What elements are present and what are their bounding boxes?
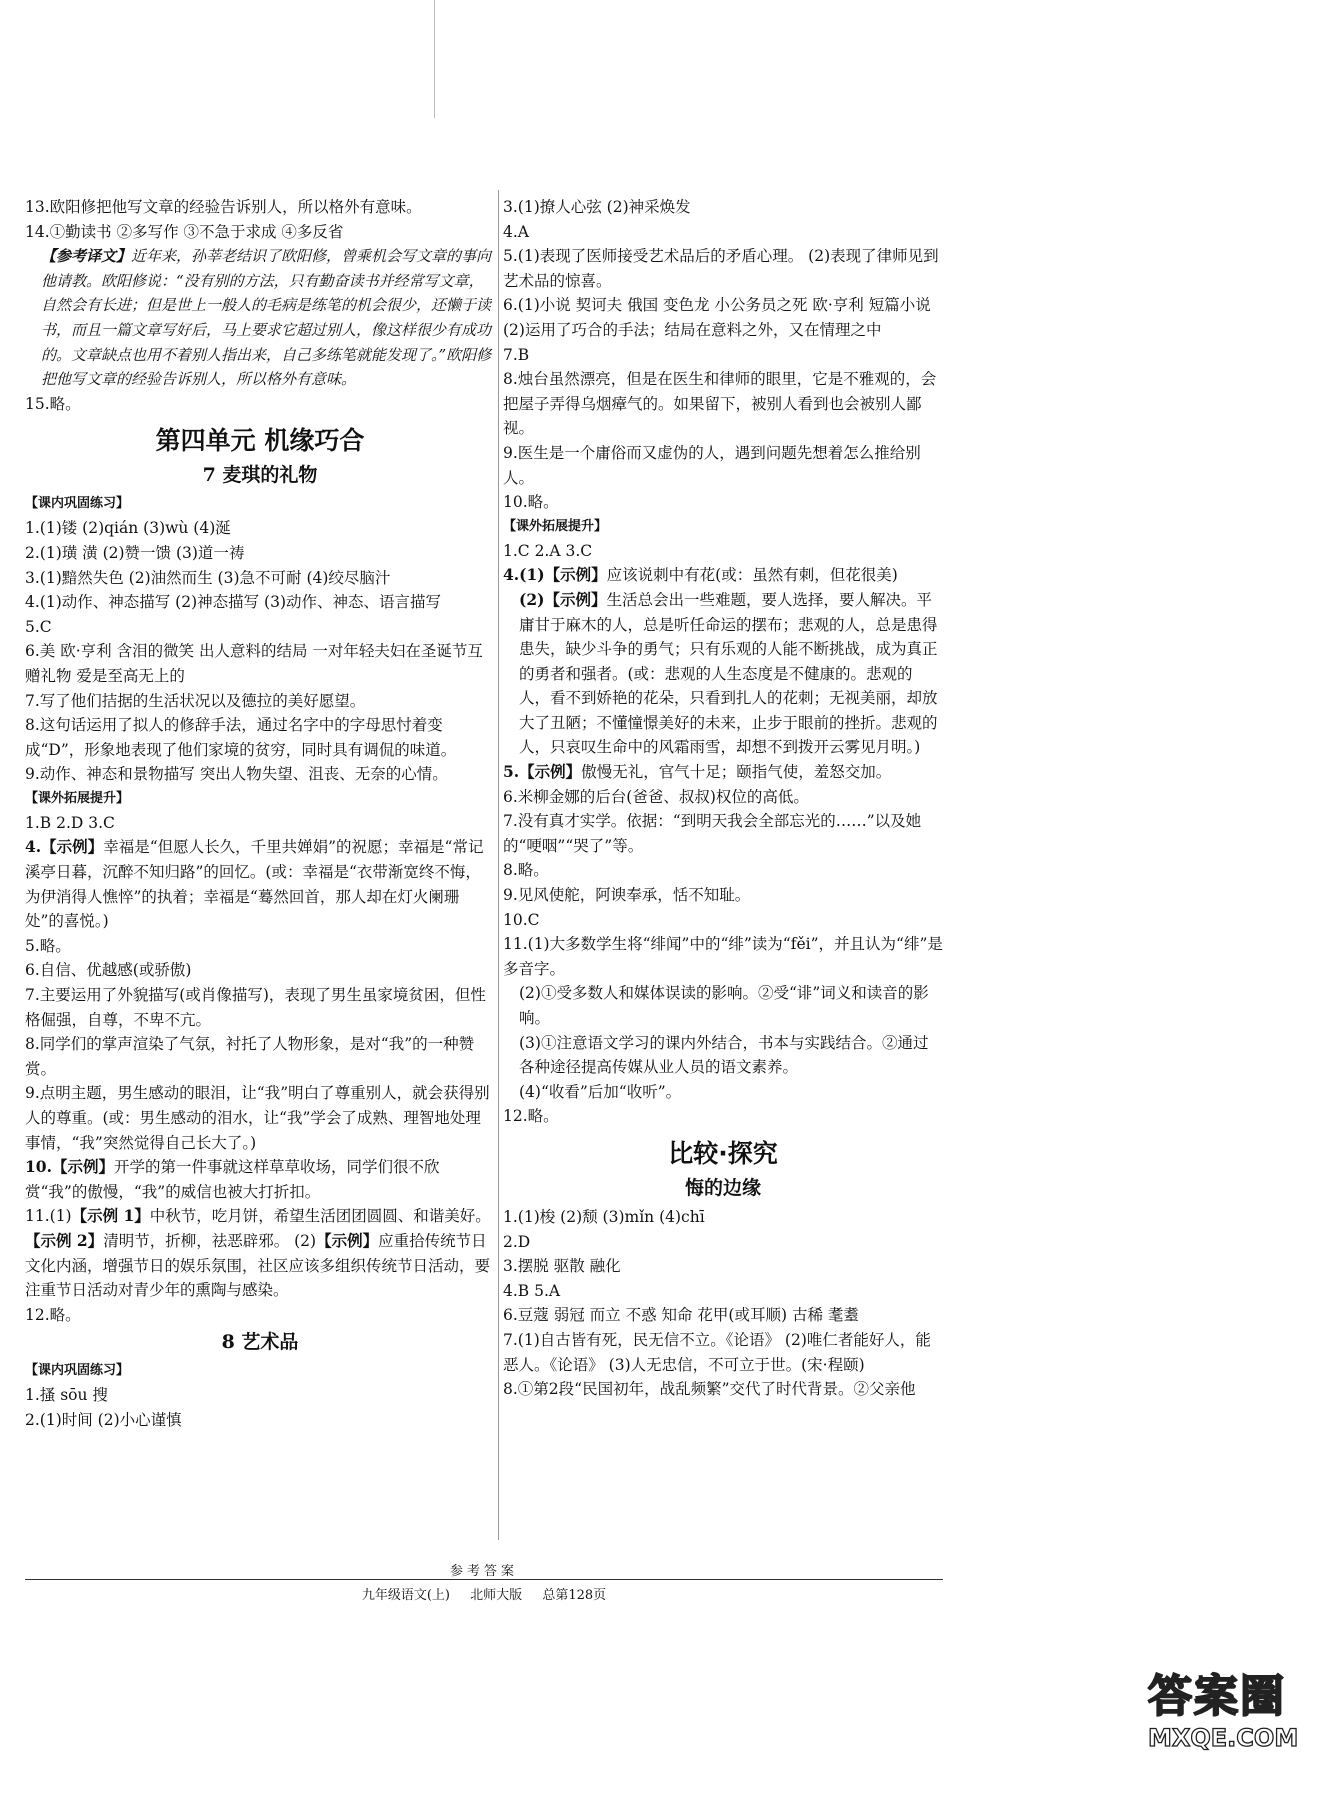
answer-item: 6.美 欧·亨利 含泪的微笑 出人意料的结局 一对年轻夫妇在圣诞节互赠礼物 爱是至高无上的	[25, 642, 483, 685]
answer-item: 1.(1)梭 (2)颓 (3)mǐn (4)chī	[503, 1207, 705, 1226]
watermark-logo: 答案圈	[1148, 1671, 1286, 1722]
answer-item	[25, 835, 495, 933]
answer-item: 5.C	[25, 617, 52, 636]
footer-edition: 北师大版	[470, 1588, 523, 1603]
example-label: 10.【示例】	[25, 1157, 114, 1177]
answer-text: 开学的第一件事就这样草草收场，同学们很不欣赏“我”的傲慢，“我”的威信也被大打折扣。	[25, 1158, 440, 1201]
answer-item: 2.(1)璜 潢 (2)赞一馈 (3)道一祷	[25, 543, 245, 562]
answer-text: 幸福是“但愿人长久，千里共婵娟”的祝愿；幸福是“常记溪亭日暮，沉醉不知归路”的回忆。(或：幸福是“衣带渐宽终不悔，为伊消得人憔悴”的执着；幸福是“蓦然回首，那人却在灯火阑珊处”的喜悦。)	[25, 838, 484, 931]
answer-text: 清明节，折柳，祛恶辟邪。 (2)	[103, 1231, 317, 1250]
answer-item: 1.C 2.A 3.C	[503, 541, 593, 560]
answer-item: 2.D	[503, 1232, 531, 1251]
answer-item: 1.搔 sōu 搜	[25, 1386, 108, 1405]
site-watermark	[1148, 1660, 1313, 1790]
answer-item: 9.见风使舵，阿谀奉承，恬不知耻。	[503, 886, 751, 905]
answer-item: 8.略。	[503, 861, 549, 880]
answer-item: 1.B 2.D 3.C	[25, 813, 115, 832]
example-label: 5.【示例】	[503, 762, 582, 782]
section-title: 比较·探究	[668, 1138, 778, 1168]
page-footer	[25, 1560, 943, 1603]
answer-item: 8.烛台虽然漂亮，但是在医生和律师的眼里，它是不雅观的，会把屋子弄得乌烟瘴气的。如果留下，被别人看到也会被别人鄙视。	[503, 370, 937, 438]
answer-item: 11.(1)大多数学生将“绯闻”中的“绯”读为“fěi”，并且认为“绯”是多音字。	[503, 935, 943, 978]
answer-item: 7.主要运用了外貌描写(或肖像描写)，表现了男生虽家境贫困，但性格倔强，自尊，不卑不亢。	[25, 986, 486, 1029]
answer-item: 2.(1)时间 (2)小心谨慎	[25, 1410, 182, 1429]
answer-item: 6.豆蔻 弱冠 而立 不惑 知命 花甲(或耳顺) 古稀 耄耋	[503, 1306, 859, 1325]
answer-item	[503, 588, 943, 760]
reference-translation	[25, 244, 495, 392]
answer-text: 应重拾传统节日文化内涵，增强节日的娱乐氛围，社区应该多组织传统节日活动，要注重节日活动对青少年的熏陶与感染。	[25, 1231, 491, 1300]
unit-title: 第四单元 机缘巧合	[155, 426, 365, 456]
answer-item: 12.略。	[25, 1305, 81, 1324]
answer-item: 6.(1)小说 契诃夫 俄国 变色龙 小公务员之死 欧·亨利 短篇小说 (2)运用了巧合的手法；结局在意料之外，又在情理之中	[503, 296, 931, 339]
section-heading: 【课外拓展提升】	[25, 790, 130, 806]
answer-item	[25, 1155, 495, 1204]
left-column	[25, 195, 495, 1433]
lesson-title: 悔的边缘	[684, 1176, 761, 1199]
footer-rule	[25, 1579, 943, 1580]
answer-item: 7.没有真才实学。依据：“到明天我会全部忘光的……”以及她的“哽咽”“哭了”等。	[503, 812, 922, 855]
answer-item	[503, 563, 943, 588]
footer-grade: 九年级语文(上)	[361, 1588, 451, 1603]
answer-item: 4.A	[503, 222, 529, 241]
answer-item: 1.(1)镂 (2)qián (3)wù (4)涎	[25, 519, 231, 538]
answer-item: 12.略。	[503, 1107, 559, 1126]
answer-item: 4.(1)动作、神态描写 (2)神态描写 (3)动作、神态、语言描写	[25, 593, 442, 612]
answer-item: 3.(1)黯然失色 (2)油然而生 (3)急不可耐 (4)绞尽脑汁	[25, 568, 391, 587]
answer-subitem: (2)①受多数人和媒体误读的影响。②受“诽”词义和读音的影响。	[519, 984, 929, 1027]
answer-item: 8.同学们的掌声渲染了气氛，衬托了人物形象，是对“我”的一种赞赏。	[25, 1035, 475, 1078]
example-label: 【示例 2】	[25, 1230, 104, 1250]
top-fold-line	[434, 0, 435, 118]
answer-item: 3.(1)撩人心弦 (2)神采焕发	[503, 198, 691, 216]
answer-item: 9.点明主题，男生感动的眼泪，让“我”明白了尊重别人，就会获得别人的尊重。(或：男生感动的泪水，让“我”学会了成熟、理智地处理事情，“我”突然觉得自己长大了。)	[25, 1084, 490, 1152]
answer-subitem: (3)①注意语文学习的课内外结合，书本与实践结合。②通过各种途径提高传媒从业人员的语文素养。	[519, 1033, 929, 1077]
answer-item: 8.①第2段“民国初年，战乱频繁”交代了时代背景。②父亲他	[503, 1380, 916, 1399]
answer-text: 生活总会出一些难题，要人选择，要人解决。平庸甘于麻木的人，总是听任命运的摆布；悲观的人，总是患得患失，缺少斗争的勇气；只有乐观的人能不断挑战，成为真正的勇者和强者。(或：悲观的人生态度是不健康的。悲观的人，看不到娇艳的花朵，只看到扎人的花刺；无视美丽，却放大了丑陋；不懂憧憬美好的未来，止步于眼前的挫折。悲观的人，只哀叹生命中的风霜雨雪，却想不到拨开云雾见月明。)	[519, 590, 938, 757]
answer-item: 6.自信、优越感(或骄傲)	[25, 961, 192, 980]
answer-item: 9.动作、神态和景物描写 突出人物失望、沮丧、无奈的心情。	[25, 765, 448, 784]
translation-text: 近年来，孙莘老结识了欧阳修，曾乘机会写文章的事向他请教。欧阳修说：“没有别的方法，只有勤奋读书并经常写文章，自然会有长进；但是世上一般人的毛病是练笔的机会很少，还懒于读书，而且一篇文章写好后，马上要求它超过别人，像这样很少有成功的。文章缺点也用不着别人指出来，自己多练笔就能发现了。”欧阳修把他写文章的经验告诉别人，所以格外有意味。	[41, 247, 492, 389]
answer-item	[25, 1204, 495, 1302]
answer-item: 7.B	[503, 345, 530, 364]
answer-item: 5.略。	[25, 936, 71, 955]
watermark-url: MXQE.COM	[1148, 1724, 1299, 1752]
answer-item: 5.(1)表现了医师接受艺术品后的矛盾心理。 (2)表现了律师见到艺术品的惊喜。	[503, 247, 939, 290]
answer-subitem: (4)“收看”后加“收听”。	[519, 1082, 682, 1101]
answer-text: 中秋节，吃月饼，希望生活团团圆圆、和谐美好。	[149, 1207, 491, 1226]
example-label: (2)【示例】	[519, 589, 607, 609]
example-label: 4.【示例】	[25, 837, 104, 857]
answer-item: 3.摆脱 驱散 融化	[503, 1257, 621, 1276]
answer-item: 8.这句话运用了拟人的修辞手法，通过名字中的字母思忖着变成“D”，形象地表现了他们家境的贫穷，同时具有调侃的味道。	[25, 716, 457, 759]
lesson-title: 7 麦琪的礼物	[202, 464, 318, 487]
answer-item: 4.B 5.A	[503, 1281, 561, 1300]
answer-item: 13.欧阳修把他写文章的经验告诉别人，所以格外有意味。	[25, 198, 422, 216]
answer-item	[503, 760, 943, 785]
answer-item: 14.①勤读书 ②多写作 ③不急于求成 ④多反省	[25, 222, 344, 241]
answer-item: 7.写了他们拮据的生活状况以及德拉的美好愿望。	[25, 691, 366, 710]
example-label: 【示例 1】	[71, 1206, 150, 1226]
answer-text: 11.(1)	[25, 1207, 72, 1226]
answer-item: 10.C	[503, 910, 540, 929]
column-divider	[498, 190, 499, 1540]
example-label: 【示例】	[316, 1230, 379, 1250]
footer-info	[25, 1584, 943, 1603]
example-label: 4.(1)【示例】	[503, 565, 607, 585]
answer-text: 傲慢无礼，官气十足；颐指气使，羞怒交加。	[581, 763, 892, 782]
footer-title: 参考答案	[449, 1564, 518, 1579]
footer-page-number: 总第128页	[542, 1588, 607, 1603]
section-heading: 【课内巩固练习】	[25, 1363, 130, 1379]
answer-item: 10.略。	[503, 493, 559, 512]
answer-item: 15.略。	[25, 394, 81, 413]
answer-item: 9.医生是一个庸俗而又虚伪的人，遇到问题先想着怎么推给别人。	[503, 443, 921, 487]
lesson-title: 8 艺术品	[221, 1331, 299, 1354]
answer-item: 6.米柳金娜的后台(爸爸、叔叔)权位的高低。	[503, 787, 809, 806]
translation-label: 【参考译文】	[41, 247, 132, 266]
answer-item: 7.(1)自古皆有死，民无信不立。《论语》 (2)唯仁者能好人，能恶人。《论语》 (3)人无忠信，不可立于世。(宋·程颐)	[503, 1330, 931, 1374]
right-column	[503, 195, 943, 1402]
section-heading: 【课内巩固练习】	[25, 496, 130, 512]
answer-text: 应该说刺中有花(或：虽然有刺，但花很美)	[606, 566, 898, 585]
section-heading: 【课外拓展提升】	[503, 518, 608, 534]
